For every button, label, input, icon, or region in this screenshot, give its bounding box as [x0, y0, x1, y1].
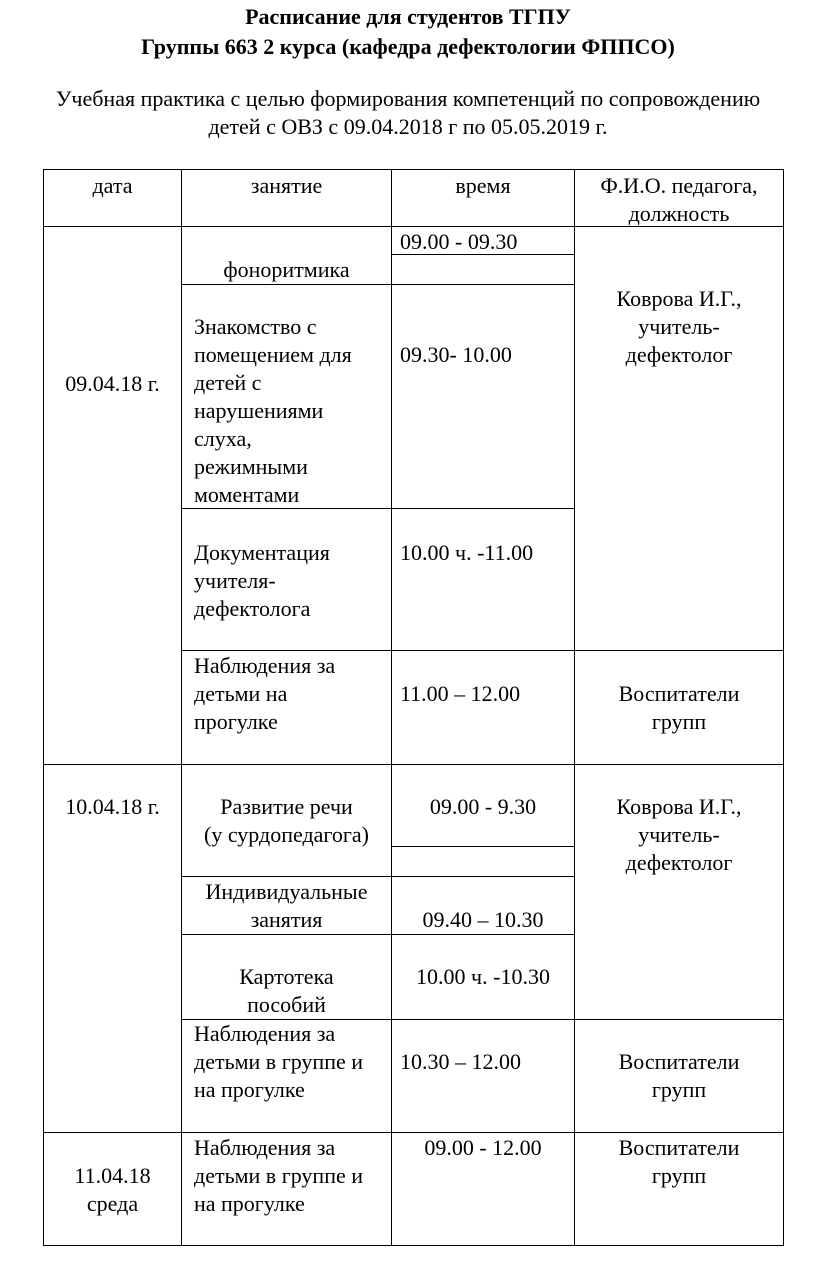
- lesson-cell: Наблюдения за детьми на прогулке: [194, 653, 336, 734]
- practice-description-line2: детей с ОВЗ с 09.04.2018 г по 05.05.2019 г.: [208, 114, 608, 139]
- teacher-cell: Воспитатели групп: [618, 681, 740, 734]
- time-cell: 09.40 – 10.30: [422, 907, 544, 932]
- time-cell: 11.00 – 12.00: [400, 681, 521, 706]
- time-cell: 10.00 ч. -10.30: [416, 964, 550, 989]
- table-border-top: [43, 169, 784, 170]
- practice-description-line1: Учебная практика с целью формирования компетенций по сопровождению: [55, 86, 761, 111]
- table-row-divider: [181, 876, 575, 877]
- table-border-left: [43, 169, 44, 1246]
- header-time: время: [455, 173, 511, 198]
- table-day-divider: [43, 764, 784, 765]
- lesson-cell: Развитие речи (у сурдопедагога): [204, 794, 369, 847]
- table-row-divider: [391, 846, 575, 847]
- header-teacher: Ф.И.О. педагога, должность: [600, 173, 758, 226]
- document-group-title: Группы 663 2 курса (кафедра дефектологии ФППСО): [141, 34, 675, 59]
- lesson-cell: Индивидуальные занятия: [205, 879, 368, 932]
- lesson-cell: Наблюдения за детьми в группе и на прогулке: [194, 1021, 364, 1102]
- teacher-cell: Коврова И.Г., учитель- дефектолог: [616, 794, 742, 875]
- date-cell: 10.04.18 г.: [65, 794, 160, 819]
- table-divider-date: [181, 169, 182, 1246]
- table-border-right: [783, 169, 784, 1246]
- lesson-cell: Знакомство с помещением для детей с нарушениями слуха, режимными моментами: [194, 314, 352, 507]
- lesson-cell: Наблюдения за детьми в группе и на прогулке: [194, 1135, 364, 1216]
- time-cell: 09.00 - 09.30: [400, 229, 518, 254]
- lesson-cell: фоноритмика: [223, 257, 350, 282]
- table-row-divider: [181, 934, 575, 935]
- time-cell: 10.30 – 12.00: [400, 1049, 521, 1074]
- table-day-divider: [43, 1132, 784, 1133]
- table-divider-lesson: [391, 169, 392, 1246]
- time-cell: 10.00 ч. -11.00: [400, 540, 534, 565]
- lesson-cell: Картотека пособий: [239, 964, 334, 1017]
- table-row-divider: [181, 284, 575, 285]
- lesson-cell: Документация учителя- дефектолога: [194, 540, 330, 621]
- document-title: Расписание для студентов ТГПУ: [245, 4, 571, 29]
- header-lesson: занятие: [250, 173, 323, 198]
- header-date: дата: [92, 173, 133, 198]
- table-border-bottom: [43, 1245, 784, 1246]
- date-cell: 09.04.18 г.: [65, 371, 160, 396]
- time-cell: 09.00 - 9.30: [429, 794, 537, 819]
- time-cell: 09.00 - 12.00: [424, 1135, 542, 1160]
- table-row-divider: [181, 650, 784, 651]
- teacher-cell: Коврова И.Г., учитель- дефектолог: [616, 286, 742, 367]
- date-cell: 11.04.18 среда: [74, 1163, 151, 1216]
- teacher-cell: Воспитатели групп: [618, 1049, 740, 1102]
- time-cell: 09.30- 10.00: [400, 342, 512, 367]
- teacher-cell: Воспитатели групп: [618, 1135, 740, 1188]
